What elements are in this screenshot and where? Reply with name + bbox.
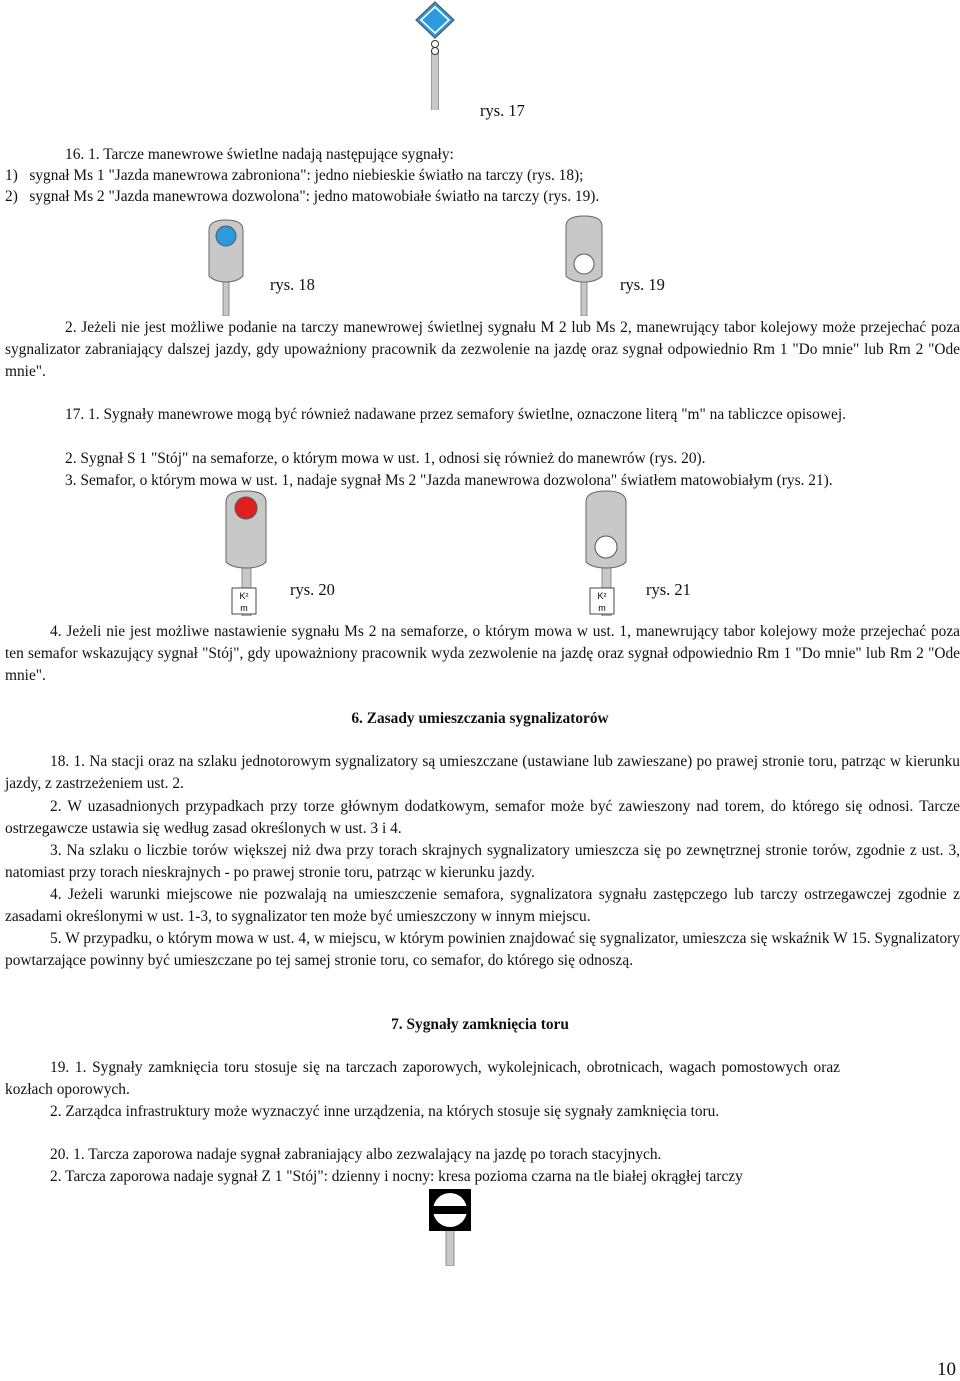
figure-17-caption: rys. 17 bbox=[480, 101, 525, 120]
figure-19-shunting-signal bbox=[560, 212, 610, 316]
figure-20-plate-top: K² bbox=[239, 591, 249, 601]
s20-paragraph-1: 20. 1. Tarcza zaporowa nadaje sygnał zabraniający albo zezwalający na jazdę po torach stacyjnych. bbox=[50, 1146, 662, 1163]
figure-21-caption: rys. 21 bbox=[646, 580, 691, 599]
section-6-heading: 6. Zasady umieszczania sygnalizatorów bbox=[351, 710, 609, 727]
s17-paragraph-4: 4. Jeżeli nie jest możliwe nastawienie sygnału Ms 2 na semaforze, o którym mowa w ust. 1, manewrujący tabor kolejowy może przejechać poza ten semafor wskazujący sygnał "Stój", gdy upoważniony pracownik wyda zezwolenie na jazdę oraz sygnał odpowiednio Rm 1 "Do mnie" lub Rm 2 "Ode mnie". bbox=[5, 623, 960, 684]
figure-17-diamond-sign bbox=[408, 0, 458, 110]
s16-intro: 16. 1. Tarcze manewrowe świetlne nadają następujące sygnały: bbox=[65, 146, 454, 163]
s18-paragraph-5: 5. W przypadku, o którym mowa w ust. 4, w miejscu, w którym powinien znajdować się sygnalizator, umieszcza się wskaźnik W 15. Sygnalizatory powtarzające powinny być umieszczane po tej samej stronie toru, co semafor, do którego się odnoszą. bbox=[5, 930, 960, 969]
figure-21-plate-bottom: m bbox=[598, 603, 606, 613]
page-number: 10 bbox=[937, 1359, 956, 1380]
s18-paragraph-3: 3. Na szlaku o liczbie torów większej niż dwa przy torach skrajnych sygnalizatory umieszcza się po zewnętrznej stronie torów, zgodnie z ust. 3, natomiast przy torach nieskrajnych - po prawej stronie toru, patrząc w kierunku jazdy. bbox=[5, 842, 960, 881]
s16-item2: 2) sygnał Ms 2 "Jazda manewrowa dozwolona": jedno matowobiałe światło na tarczy (rys. 19). bbox=[5, 188, 600, 205]
s18-paragraph-4: 4. Jeżeli warunki miejscowe nie pozwalają na umieszczenie semafora, sygnalizatora sygnału zastępczego lub tarczy ostrzegawczej zgodnie z zasadami określonymi w ust. 1-3, to sygnalizator ten może być umieszczony w innym miejscu. bbox=[5, 886, 960, 925]
s17-paragraph-1: 17. 1. Sygnały manewrowe mogą być również nadawane przez semafory świetlne, oznaczone literą "m" na tabliczce opisowej. bbox=[65, 406, 846, 423]
s19-paragraph-2: 2. Zarządca infrastruktury może wyznaczyć inne urządzenia, na których stosuje się sygnały zamknięcia toru. bbox=[50, 1103, 720, 1120]
figure-20-plate-bottom: m bbox=[240, 603, 248, 613]
s20-paragraph-2: 2. Tarcza zaporowa nadaje sygnał Z 1 "Stój": dzienny i nocny: kresa pozioma czarna na tle białej okrągłej tarczy bbox=[50, 1168, 743, 1185]
figure-20-semaphore bbox=[222, 488, 272, 616]
section-7-heading: 7. Sygnały zamknięcia toru bbox=[391, 1016, 569, 1033]
s17-paragraph-2: 2. Sygnał S 1 "Stój" na semaforze, o którym mowa w ust. 1, odnosi się również do manewrów (rys. 20). bbox=[65, 450, 706, 467]
figure-19-caption: rys. 19 bbox=[620, 275, 665, 294]
figure-21-plate-top: K² bbox=[597, 591, 607, 601]
figure-20-caption: rys. 20 bbox=[290, 580, 335, 599]
s16-item1: 1) sygnał Ms 1 "Jazda manewrowa zabroniona": jedno niebieskie światło na tarczy (rys. 18); bbox=[5, 167, 584, 184]
s16-paragraph-2: 2. Jeżeli nie jest możliwe podanie na tarczy manewrowej świetlnej sygnału M 2 lub Ms 2, manewrujący tabor kolejowy może przejechać poza sygnalizator zabraniający dalszej jazdy, gdy upoważniony pracownik da zezwolenie na jazdę oraz sygnał odpowiednio Rm 1 "Do mnie" lub Rm 2 "Ode mnie". bbox=[5, 319, 960, 380]
s17-paragraph-3: 3. Semafor, o którym mowa w ust. 1, nadaje sygnał Ms 2 "Jazda manewrowa dozwolona" światłem matowobiałym (rys. 21). bbox=[65, 472, 833, 489]
s19-paragraph-1: 19. 1. Sygnały zamknięcia toru stosuje się na tarczach zaporowych, wykolejnicach, obrotnicach, wagach pomostowych oraz kozłach oporowych. bbox=[5, 1059, 840, 1098]
s18-paragraph-2: 2. W uzasadnionych przypadkach przy torze głównym dodatkowym, semafor może być zawieszony nad torem, do którego się odnosi. Tarcze ostrzegawcze ustawia się według zasad określonych w ust. 3 i 4. bbox=[5, 798, 960, 837]
figure-18-shunting-signal bbox=[203, 216, 253, 316]
figure-18-caption: rys. 18 bbox=[270, 275, 315, 294]
s18-paragraph-1: 18. 1. Na stacji oraz na szlaku jednotorowym sygnalizatory są umieszczane (ustawiane lub zawieszane) po prawej stronie toru, patrząc w kierunku jazdy, z zastrzeżeniem ust. 2. bbox=[5, 753, 960, 792]
figure-21-semaphore bbox=[582, 488, 632, 616]
barrier-disc-figure bbox=[426, 1186, 474, 1266]
